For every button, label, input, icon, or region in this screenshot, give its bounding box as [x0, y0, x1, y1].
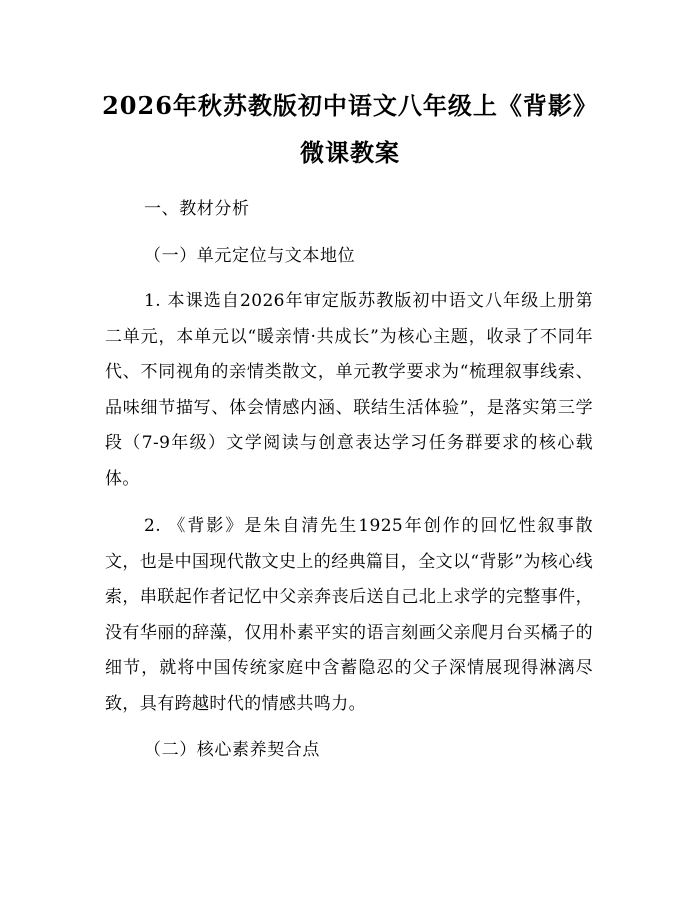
subsection-heading-unit-positioning: （一）单元定位与文本地位 — [144, 246, 356, 266]
document-title-line-1: 2026年秋苏教版初中语文八年级上《背影》 — [102, 91, 598, 120]
paragraph-text-description: 2. 《背影》是朱自清先生1925年创作的回忆性叙事散文，也是中国现代散文史上的经典篇目，全文以“背影”为核心线索，串联起作者记忆中父亲奔丧后送自己北上求学的完整事件，没有华丽的辞藻，仅用朴素平实的语言刻画父亲爬月台买橘子的细节，就将中国传统家庭中含蓄隐忍的父子深情展现得淋漓尽致，具有跨越时代的情感共鸣力。 — [105, 516, 593, 714]
section-heading-teaching-material-analysis: 一、教材分析 — [144, 199, 250, 219]
paragraph-unit-description: 1. 本课选自2026年审定版苏教版初中语文八年级上册第二单元，本单元以“暖亲情·共成长”为核心主题，收录了不同年代、不同视角的亲情类散文，单元教学要求为“梳理叙事线索、品味细节描写、体会情感内涵、联结生活体验”，是落实第三学段（7-9年级）文学阅读与创意表达学习任务群要求的核心载体。 — [105, 291, 593, 489]
document-title-line-2: 微课教案 — [300, 138, 400, 167]
subsection-heading-core-literacy: （二）核心素养契合点 — [144, 740, 320, 760]
